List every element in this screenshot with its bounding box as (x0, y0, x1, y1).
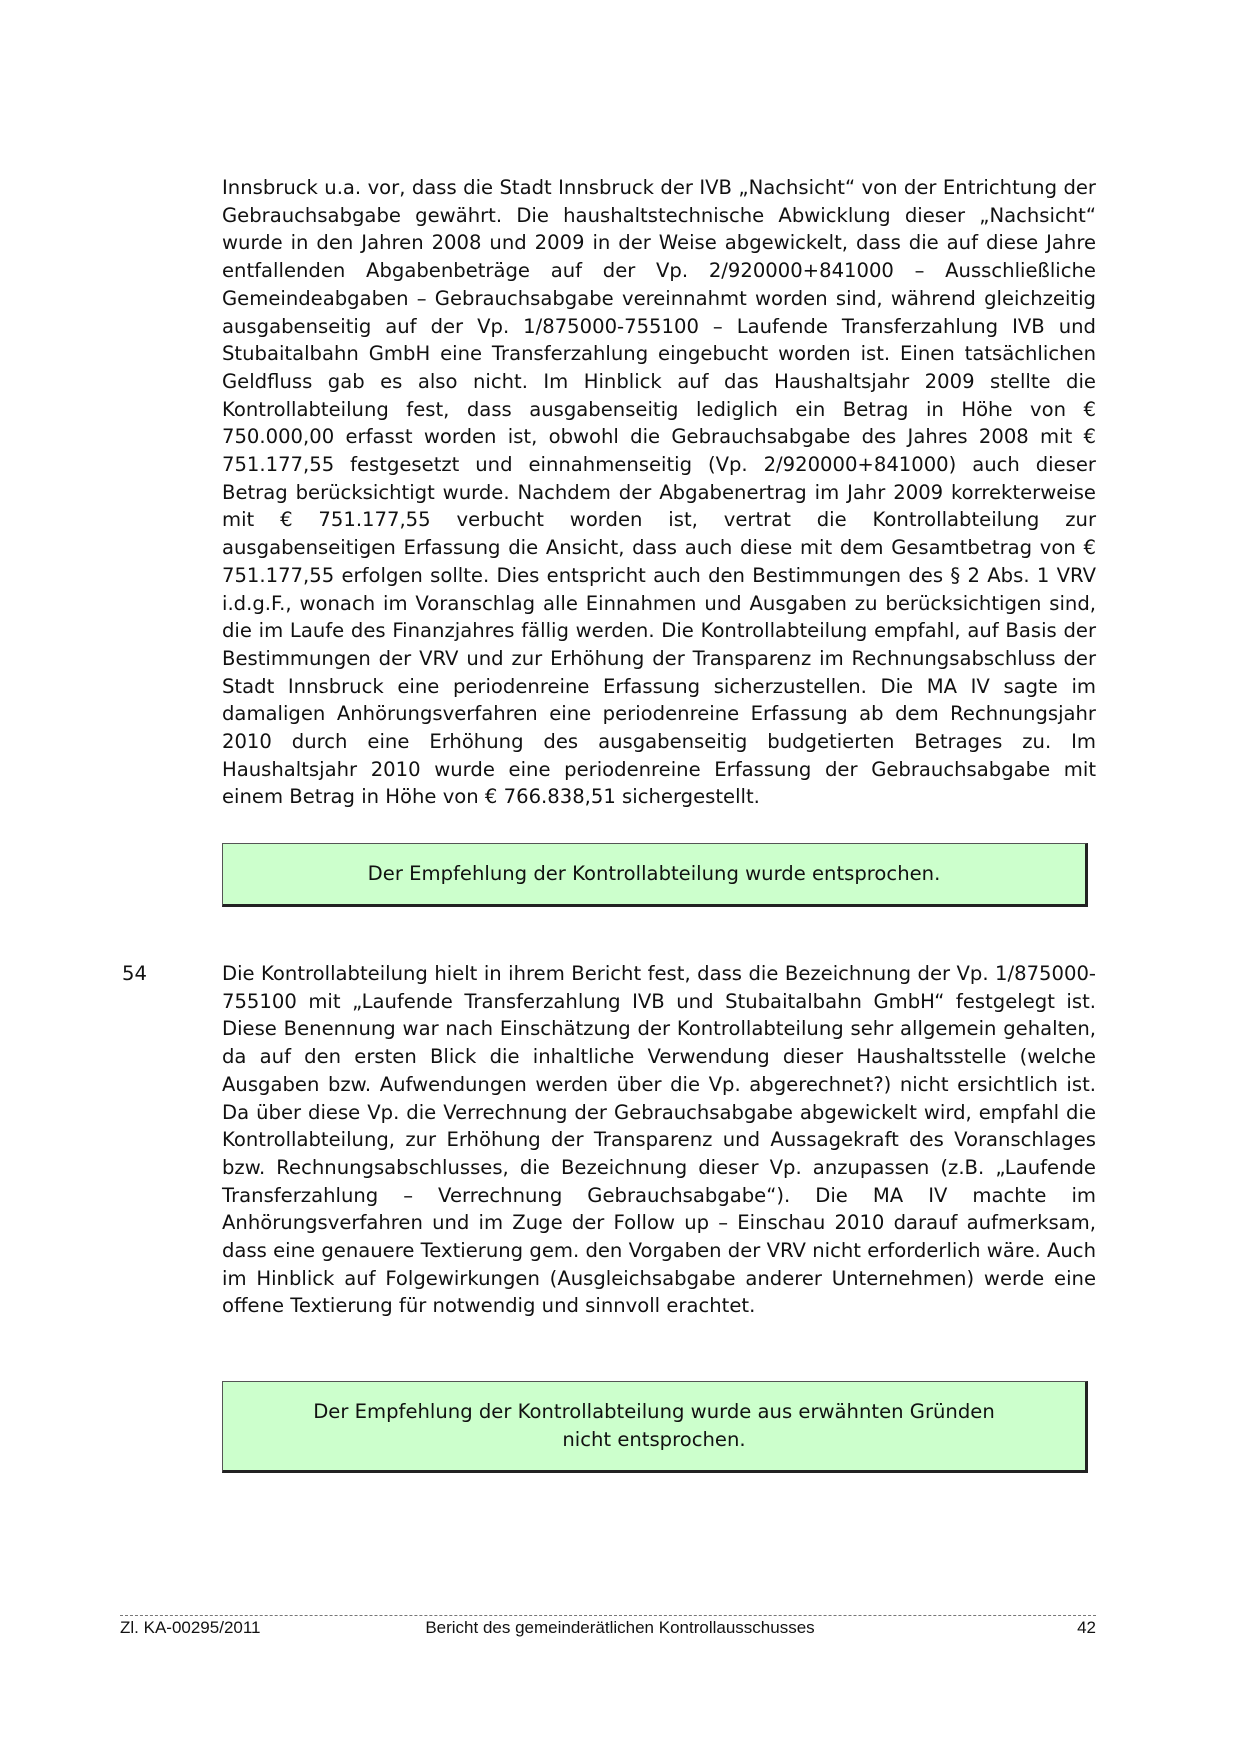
body-paragraph-2: Die Kontrollabteilung hielt in ihrem Bericht fest, dass die Bezeichnung der Vp. 1/875000-755100 mit „Laufende Transferzahlung IVB und Stubaitalbahn GmbH“ festgelegt ist. Diese Benennung war nach Einschätzung der Kontrollabteilung sehr allgemein gehalten, da auf den ersten Blick die inhaltliche Verwendung dieser Haushaltsstelle (welche Ausgaben bzw. Aufwendungen werden über die Vp. abgerechnet?) nicht ersichtlich ist. Da über diese Vp. die Verrechnung der Gebrauchsabgabe abgewickelt wird, empfahl die Kontrollabteilung, zur Erhöhung der Transparenz und Aussagekraft des Voranschlages bzw. Rechnungsabschlusses, die Bezeichnung dieser Vp. anzupassen (z.B. „Laufende Transferzahlung – Verrechnung Gebrauchsabgabe“). Die MA IV machte im Anhörungsverfahren und im Zuge der Follow up – Einschau 2010 darauf aufmerksam, dass eine genauere Textierung gem. den Vorgaben der VRV nicht erforderlich wäre. Auch im Hinblick auf Folgewirkungen (Ausgleichsabgabe anderer Unternehmen) werde eine offene Textierung für notwendig und sinnvoll erachtet. (222, 962, 1096, 1318)
recommendation-status-text-2: Der Empfehlung der Kontrollabteilung wurde aus erwähnten Gründen nicht entsprochen. (313, 1400, 995, 1451)
recommendation-status-box-1 (222, 843, 1088, 907)
section-number: 54 (122, 962, 147, 985)
page-number: 42 (1077, 1618, 1096, 1637)
footer-divider (120, 1615, 1096, 1616)
recommendation-status-box-2 (222, 1381, 1088, 1473)
body-paragraph-1: Innsbruck u.a. vor, dass die Stadt Innsbruck der IVB „Nachsicht“ von der Entrichtung der Gebrauchsabgabe gewährt. Die haushaltstechnische Abwicklung dieser „Nachsicht“ wurde in den Jahren 2008 und 2009 in der Weise abgewickelt, dass die auf diese Jahre entfallenden Abgabenbeträge auf der Vp. 2/920000+841000 – Ausschließliche Gemeindeabgaben – Gebrauchsabgabe vereinnahmt worden sind, während gleichzeitig ausgabenseitig auf der Vp. 1/875000-755100 – Laufende Transferzahlung IVB und Stubaitalbahn GmbH eine Transferzahlung eingebucht worden ist. Einen tatsächlichen Geldfluss gab es also nicht. Im Hinblick auf das Haushaltsjahr 2009 stellte die Kontrollabteilung fest, dass ausgabenseitig lediglich ein Betrag in Höhe von € 750.000,00 erfasst worden ist, obwohl die Gebrauchsabgabe des Jahres 2008 mit € 751.177,55 festgesetzt und einnahmenseitig (Vp. 2/920000+841000) auch dieser Betrag berücksichtigt wurde. Nachdem der Abgabenertrag im Jahr 2009 korrekterweise mit € 751.177,55 verbucht worden ist, vertrat die Kontrollabteilung zur ausgabenseitigen Erfassung die Ansicht, dass auch diese mit dem Gesamtbetrag von € 751.177,55 erfolgen sollte. Dies entspricht auch den Bestimmungen des § 2 Abs. 1 VRV i.d.g.F., wonach im Voranschlag alle Einnahmen und Ausgaben zu berücksichtigen sind, die im Laufe des Finanzjahres fällig werden. Die Kontrollabteilung empfahl, auf Basis der Bestimmungen der VRV und zur Erhöhung der Transparenz im Rechnungsabschluss der Stadt Innsbruck eine periodenreine Erfassung sicherzustellen. Die MA IV sagte im damaligen Anhörungsverfahren eine periodenreine Erfassung ab dem Rechnungsjahr 2010 durch eine Erhöhung des ausgabenseitig budgetierten Betrages zu. Im Haushaltsjahr 2010 wurde eine periodenreine Erfassung der Gebrauchsabgabe mit einem Betrag in Höhe von € 766.838,51 sichergestellt. (222, 176, 1096, 809)
footer-reference: Zl. KA-00295/2011 (120, 1618, 261, 1637)
recommendation-status-text-1: Der Empfehlung der Kontrollabteilung wurde entsprochen. (367, 862, 941, 886)
footer-title: Bericht des gemeinderätlichen Kontrollausschusses (425, 1618, 815, 1637)
